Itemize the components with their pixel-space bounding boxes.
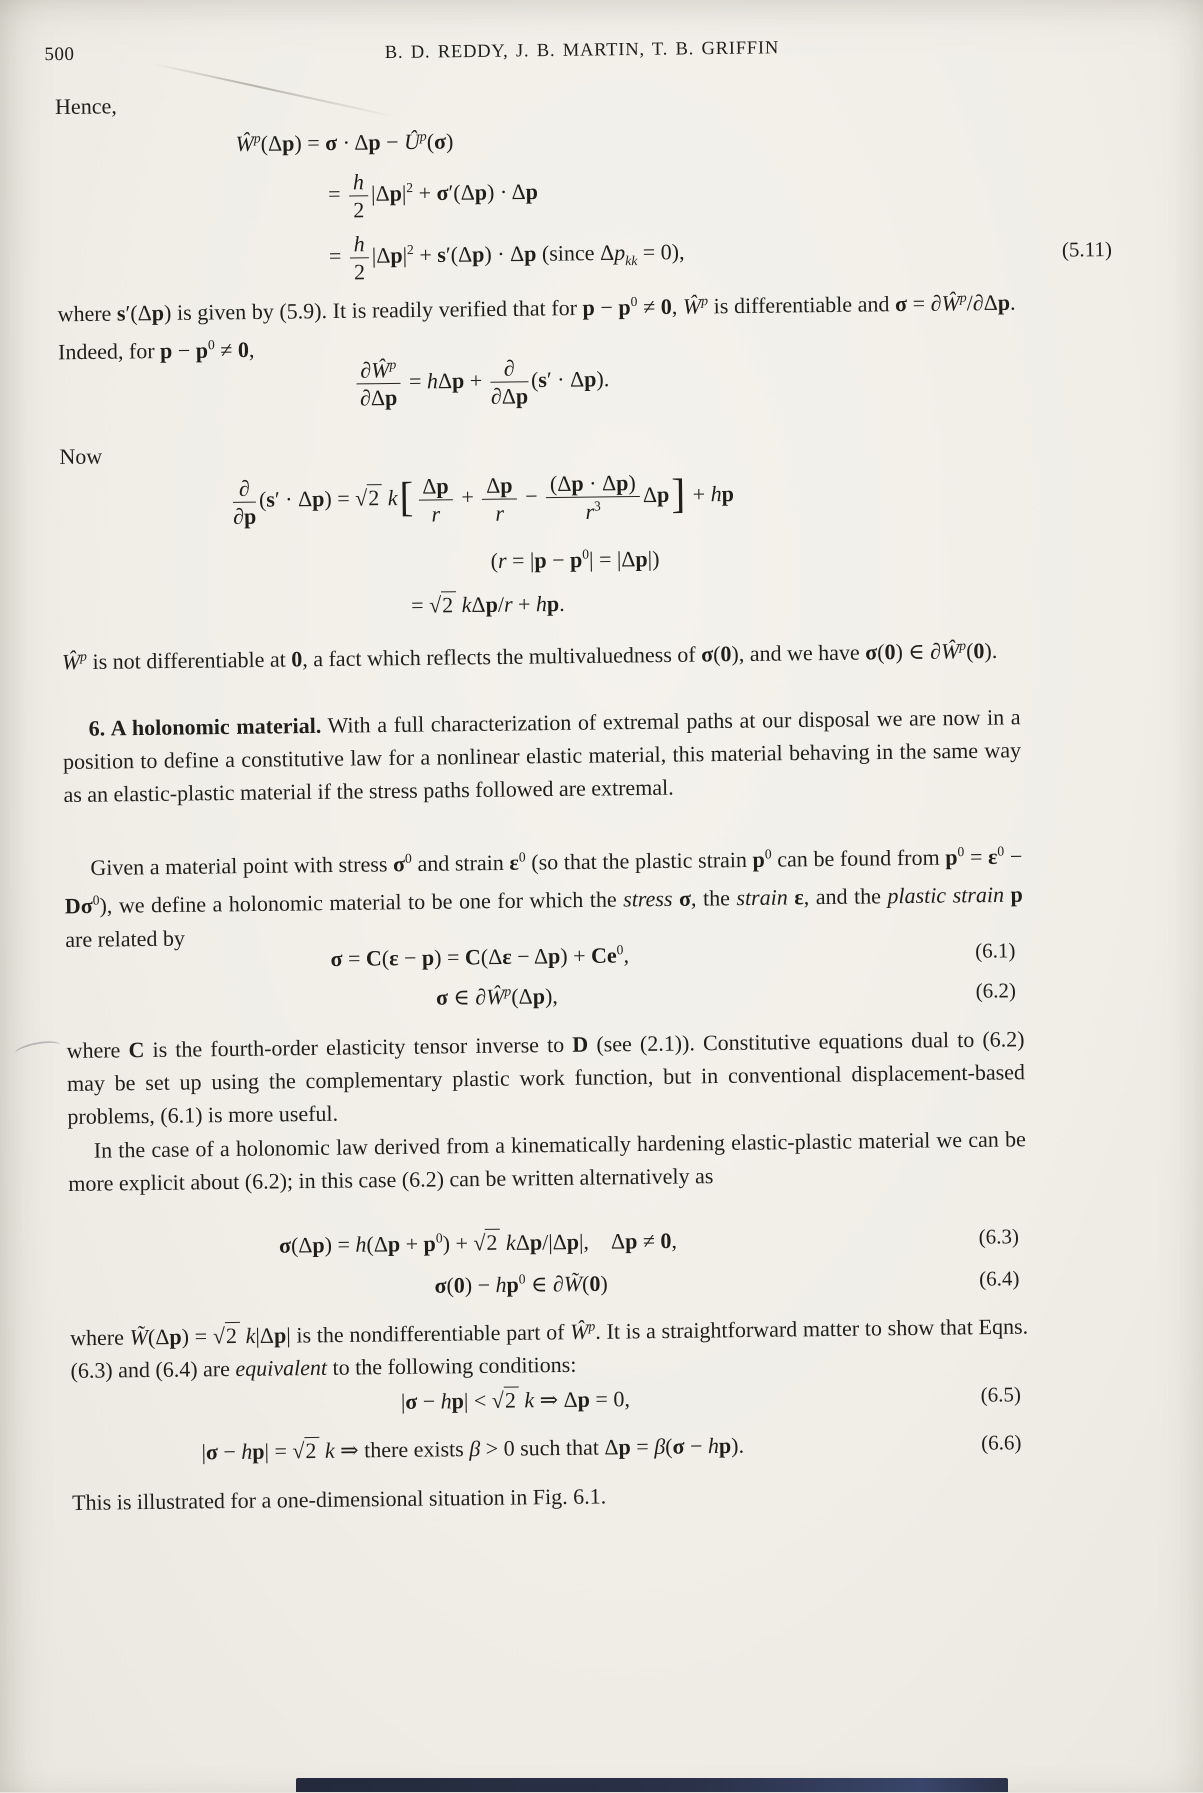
paragraph-where-C: where C is the fourth-order elasticity tensor inverse to D (see (2.1)). Constitutive equations dual to (6.2) may be set up using the complementary plastic work function, but in conventional displacement-based problems, (6.1) is more useful. (66, 1026, 1026, 1129)
equation-6-2: σ ∈ $\partial Ŵ^p(\Delta p)$, (6.2) (435, 978, 1017, 1010)
lead-now: Now (59, 443, 103, 470)
equation-6-6: |σ − hp| = √2 k ⇒ there exists β > 0 such that Δp = β(σ − hp). (6.6) (201, 1429, 1022, 1465)
equation-6-4: $\sigma(0) - hp^0$ ∈ ∂W̃(0) (6.4) (434, 1266, 1020, 1298)
equation-number-6-5: (6.5) (980, 1381, 1022, 1407)
lead-hence: Hence, (54, 93, 117, 120)
paragraph-in-the-case: In the case of a holonomic law derived from a kinematically hardening elastic-plastic material we can be more explicit about (6.2); in this case (6.2) can be written alternatively as (68, 1126, 1026, 1196)
equation-number-6-3: (6.3) (978, 1224, 1020, 1249)
running-head: B. D. REDDY, J. B. MARTIN, T. B. GRIFFIN (384, 38, 780, 64)
page-header (44, 29, 1109, 68)
equation-number-5-11: (5.11) (1061, 236, 1113, 262)
equation-6-1: $\sigma = C(\varepsilon - p) = C(\Delta\varepsilon - \Delta p) + Ce^0$, (6.1) (330, 938, 1016, 972)
equation-number-6-1: (6.1) (975, 938, 1016, 963)
equation-now-line1: ∂ ∂p (s′ · Δp) = √2 k[ $\frac{\Delta p}{r}$ + $\frac{\Delta p}{r}$ − $\frac{(\Delta p \cdot \Delta p)}{r^3}$ Δp] + hp (232, 470, 735, 529)
equation-5-11-line1: $Ŵ^p(\Delta p) = \sigma \cdot \Delta p$ − $Û^p(\sigma)$ (235, 128, 454, 157)
equation-now-line2: $(r = |p - p^0| = |\Delta p|)$ (490, 546, 660, 574)
equation-5-11-line3: = $\frac{h}{2}$ $|\Delta p|^2 + s'(\Delta p) \cdot \Delta p$ (since $\Delta p_{kk} = 0$), (5.11) (328, 231, 1113, 285)
equation-now-line3: = √2 kΔp/r + hp. (411, 590, 565, 618)
paragraph-given-material: Given a material point with stress $\sigma^0$ and strain $\varepsilon^0$ (so that the plastic strain $p^0$ can be found from $p^0 = \varepsilon^0 - D\sigma^0$), we define a holonomic material to be one for which the stress σ, the strain ε, and the plastic strain p are related by (64, 843, 1023, 952)
page-number: 500 (44, 43, 75, 66)
paragraph-not-differentiable: $Ŵ^p$ is not differentiable at 0, a fact which reflects the multivaluedness of σ(0), and we have σ(0) ∈ $\partial Ŵ^p(0)$. (61, 637, 998, 675)
scanner-edge-artifact (296, 1778, 1008, 1792)
paragraph-where-s: where s′(Δp) is given by (5.9). It is readily verified that for $p - p^0 \ne 0$, $Ŵ^p$ is differentiable and $\sigma = \partial Ŵ^p/\partial\Delta p$. Indeed, for $p - p^0 \ne 0$, (57, 289, 1016, 365)
equation-6-5: |σ − hp| < √2 k ⇒ Δp = 0, (6.5) (400, 1381, 1022, 1414)
equation-5-11-line2: = $\frac{h}{2}$ $|\Delta p|^2 + \sigma'(\Delta p) \cdot \Delta p$ (328, 169, 539, 223)
pencil-margin-mark (14, 1038, 62, 1060)
paragraph-fig-reference: This is illustrated for a one-dimensional situation in Fig. 6.1. (71, 1483, 607, 1515)
paragraph-where-W-tilde: where W̃(Δp) = √2 k|Δp| is the nondifferentiable part of $Ŵ^p$. It is a straightforward matter to show that Eqns. (6.3) and (6.4) are equivalent to the following conditions: (69, 1313, 1029, 1384)
equation-6-3: $\sigma(\Delta p) = h(\Delta p + p^0) + √2$ kΔp/|Δp|, Δp ≠ 0, (6.3) (278, 1224, 1020, 1258)
equation-number-6-4: (6.4) (979, 1266, 1020, 1291)
paragraph-section-6: 6. A holonomic material. With a full characterization of extremal paths at our disposal we are now in a position to define a constitutive law for a nonlinear elastic material, this material behaving in the same way as an elastic-plastic material if the stress paths followed are extremal. (62, 704, 1022, 808)
page-content (44, 0, 1131, 1792)
equation-number-6-2: (6.2) (975, 978, 1017, 1003)
equation-number-6-6: (6.6) (981, 1429, 1022, 1455)
equation-dwp: $\frac{\partial Ŵ^p}{\partial\Delta p}$ = hΔp + ∂ ∂Δp (s′ · Δp). (58, 349, 1114, 413)
